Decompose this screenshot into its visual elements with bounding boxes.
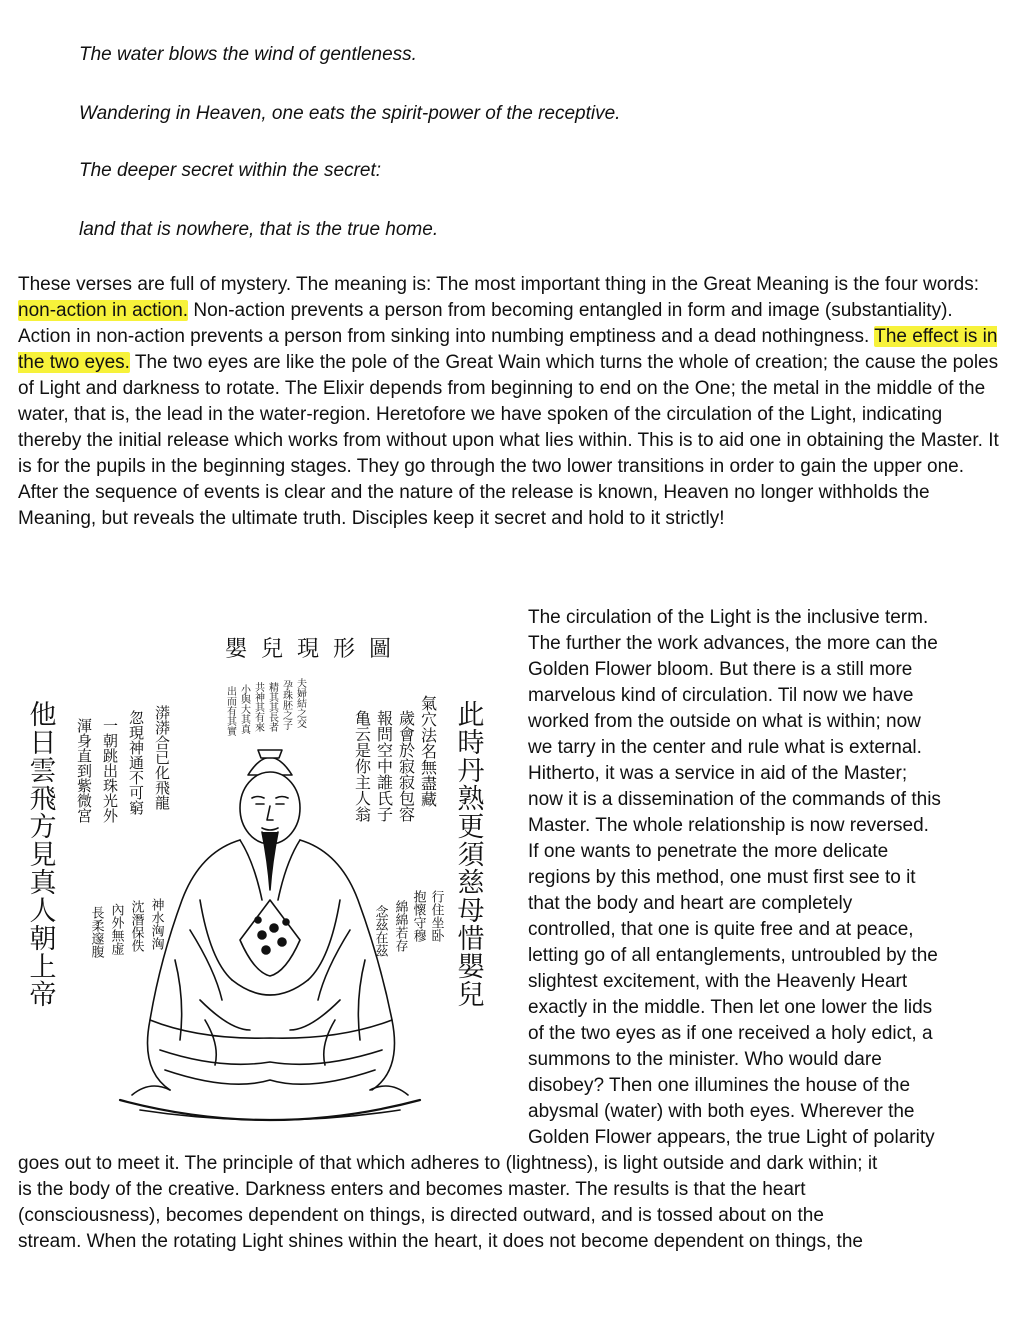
side-line: marvelous kind of circulation. Til now we have bbox=[528, 685, 914, 706]
side-line: of the two eyes as if one received a holy edict, a bbox=[528, 1023, 933, 1044]
right-inner-col-3: 報問空中誰氏子 bbox=[374, 710, 394, 822]
side-line: now it is a dissemination of the commands of this bbox=[528, 789, 941, 810]
paragraph-text-1: These verses are full of mystery. The meaning is: The most important thing in the Great Meaning is the four words: bbox=[18, 274, 979, 295]
top-center-col-5: 小與大其真 bbox=[238, 684, 250, 734]
paragraph-text-2: Non-action prevents a person from becoming entangled in form and image (substantiality). Action in non-action prevents a person from sinking into numbing emptiness and a dead nothingness. bbox=[18, 300, 953, 347]
left-inner-col-2: 忽現神通不可窮 bbox=[127, 710, 145, 815]
right-lower-col-2: 抱懷守穆 bbox=[410, 890, 426, 942]
right-lower-col-3: 綿綿若存 bbox=[392, 900, 408, 952]
bottom-line: is the body of the creative. Darkness enters and becomes master. The results is that the heart bbox=[18, 1179, 806, 1200]
verse-line-1: The water blows the wind of gentleness. bbox=[79, 44, 417, 65]
highlight-two-eyes: The effect is in the two eyes. bbox=[18, 326, 998, 373]
top-center-col-1: 夫婦結之交 bbox=[294, 678, 306, 728]
side-line: regions by this method, one must first see to it bbox=[528, 867, 916, 888]
right-inner-col-1: 氣穴法名無盡藏 bbox=[418, 695, 438, 807]
side-line: abysmal (water) with both eyes. Wherever the bbox=[528, 1101, 915, 1122]
side-line: we tarry in the center and rule what is external. bbox=[528, 737, 922, 758]
commentary-paragraph bbox=[18, 272, 1008, 532]
top-center-col-4: 共神其有來 bbox=[252, 682, 264, 732]
side-line: The circulation of the Light is the inclusive term. bbox=[528, 607, 929, 628]
paragraph-text-3: The two eyes are like the pole of the Great Wain which turns the whole of creation; the cause the poles of Light and darkness to rotate. The Elixir depends from beginning to end on the One; the metal in the middle of the water, that is, the lead in the water-region. Heretofore we have spoken of the circulation of the Light, indicating thereby the initial release which works from without upon what lies within. This is to aid one in obtaining the Master. It is for the pupils in the beginning stages. They go through the two lower transitions in order to gain the upper one. After the sequence of events is clear and the nature of the release is known, Heaven no longer withholds the Meaning, but reveals the ultimate truth. Disciples keep it secret and hold to it strictly! bbox=[18, 352, 999, 529]
left-lower-col-3: 內外無虚 bbox=[108, 903, 124, 955]
right-inner-col-4: 亀云是你主人翁 bbox=[352, 710, 372, 822]
left-lower-col-2: 沈潛保佚 bbox=[128, 900, 144, 952]
verse-line-2: Wandering in Heaven, one eats the spirit-power of the receptive. bbox=[79, 103, 621, 124]
highlight-non-action: non-action in action. bbox=[18, 300, 189, 321]
left-outer-inscription: 他日雲飛方見真人朝上帝 bbox=[24, 700, 56, 1008]
right-inner-col-2: 歲會於寂寂包容 bbox=[396, 710, 416, 822]
seated-figure-illustration bbox=[0, 600, 520, 1140]
top-center-col-3: 精其其長者 bbox=[266, 682, 278, 732]
left-inner-col-1: 漭漭合已化飛龍 bbox=[153, 705, 171, 810]
right-lower-col-4: 念茲在茲 bbox=[372, 905, 388, 957]
bottom-line: (consciousness), becomes dependent on things, is directed outward, and is tossed about on the bbox=[18, 1205, 824, 1226]
side-line: slightest excitement, with the Heavenly Heart bbox=[528, 971, 908, 992]
left-lower-col-4: 長柔邃腹 bbox=[88, 906, 104, 958]
side-line: controlled, that one is quite free and at peace, bbox=[528, 919, 914, 940]
bottom-line: stream. When the rotating Light shines within the heart, it does not become dependent on things, the bbox=[18, 1231, 863, 1252]
top-center-col-6: 出而有其實 bbox=[224, 686, 236, 736]
side-line: summons to the minister. Who would dare bbox=[528, 1049, 882, 1070]
bottom-text bbox=[18, 1151, 1010, 1255]
side-line: Golden Flower appears, the true Light of polarity bbox=[528, 1127, 935, 1148]
right-outer-inscription: 此時丹熟更須慈母惜嬰兒 bbox=[452, 700, 484, 1008]
side-line: exactly in the middle. Then let one lower the lids bbox=[528, 997, 933, 1018]
meditation-figure bbox=[0, 600, 520, 1140]
side-line: Hitherto, it was a service in aid of the Master; bbox=[528, 763, 908, 784]
verse-line-4: land that is nowhere, that is the true home. bbox=[79, 219, 439, 240]
side-line: that the body and heart are completely bbox=[528, 893, 853, 914]
figure-title: 嬰兒現形圖 bbox=[224, 637, 406, 662]
side-line: letting go of all entanglements, untroubled by the bbox=[528, 945, 938, 966]
verse-line-3: The deeper secret within the secret: bbox=[79, 160, 382, 181]
side-line: worked from the outside on what is within; now bbox=[528, 711, 921, 732]
side-line: disobey? Then one illumines the house of the bbox=[528, 1075, 911, 1096]
left-inner-col-4: 渾身直到紫微宮 bbox=[75, 718, 93, 823]
left-inner-col-3: 一朝跳出珠光外 bbox=[101, 718, 119, 823]
side-line: Golden Flower bloom. But there is a still more bbox=[528, 659, 913, 680]
right-lower-col-1: 行住坐卧 bbox=[428, 890, 444, 942]
side-column-text bbox=[528, 605, 1010, 1151]
left-lower-col-1: 神水洶洶 bbox=[148, 898, 164, 950]
side-line: If one wants to penetrate the more delicate bbox=[528, 841, 889, 862]
top-center-col-2: 孕珠胚之子 bbox=[280, 680, 292, 730]
side-line: Master. The whole relationship is now reversed. bbox=[528, 815, 929, 836]
bottom-line: goes out to meet it. The principle of that which adheres to (lightness), is light outside and dark within; it bbox=[18, 1153, 878, 1174]
side-line: The further the work advances, the more can the bbox=[528, 633, 938, 654]
